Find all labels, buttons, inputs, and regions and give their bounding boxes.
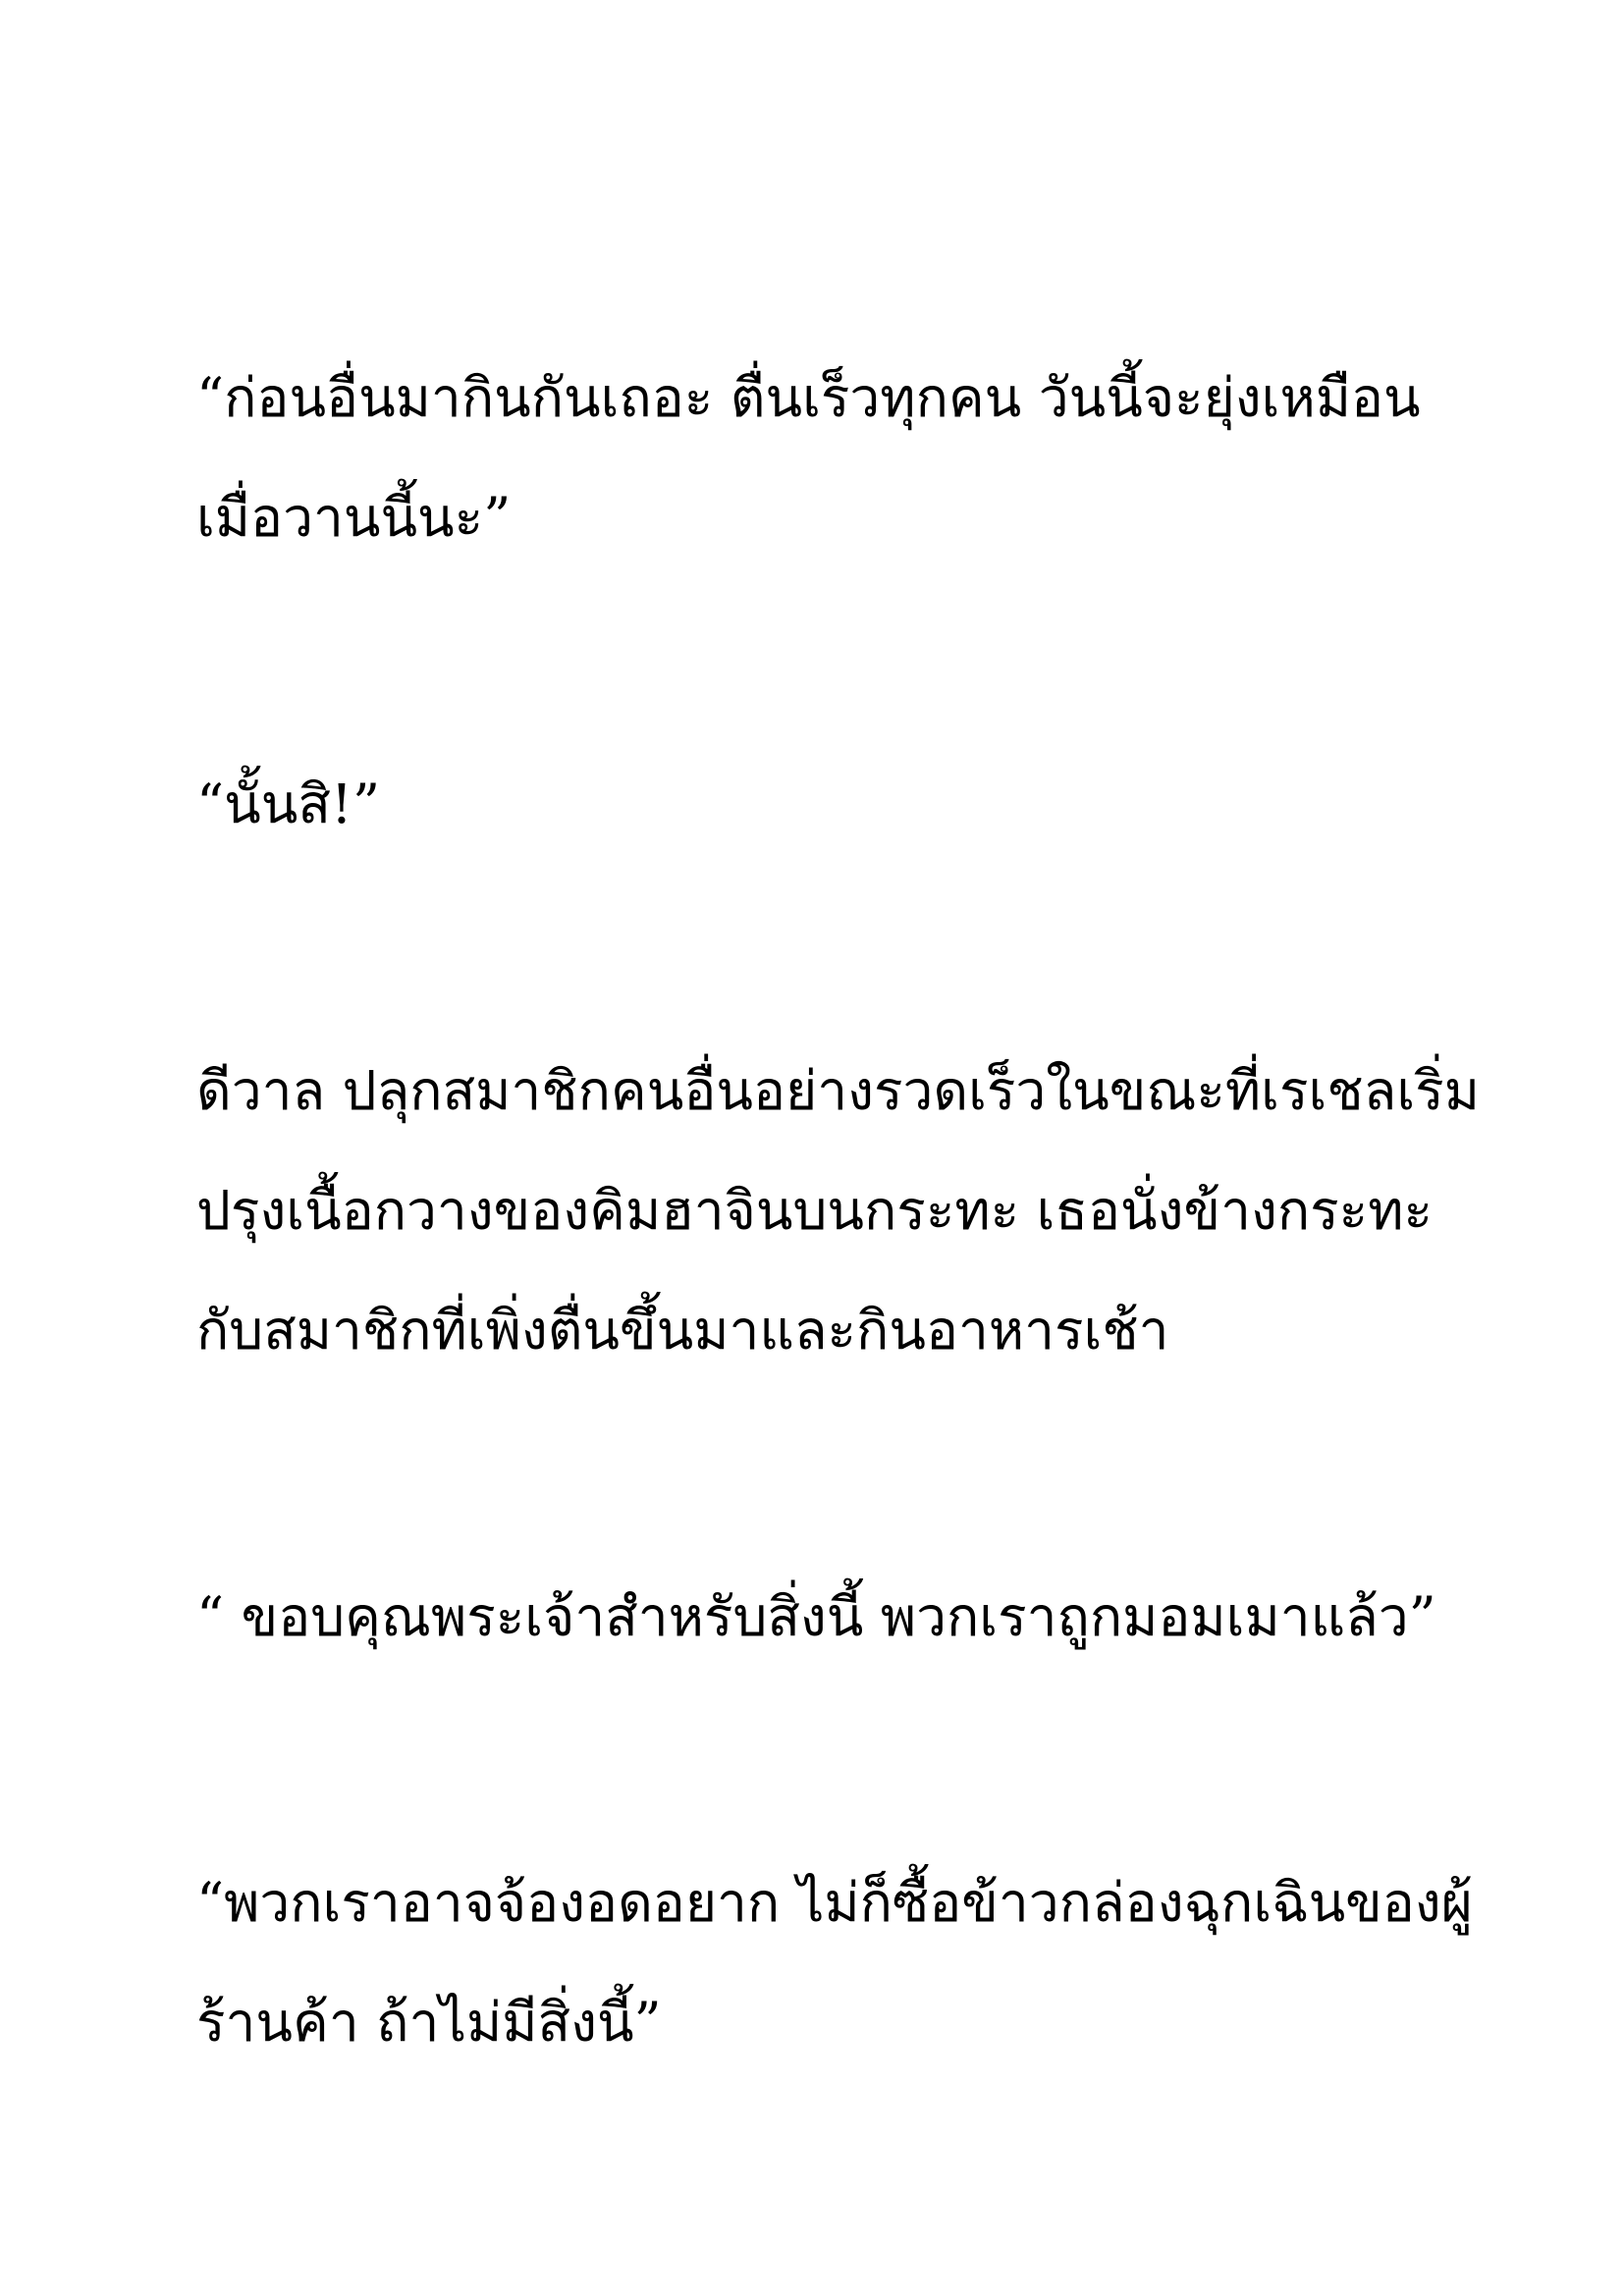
text-line: “ ขอบคุณพระเจ้าสำหรับสิ่งนี้ พวกเราถูกมอมเมาแล้ว”: [196, 1585, 1436, 1648]
text-line: “ก่อนอื่นมากินกันเถอะ ตื่นเร็วทุกคน วันนี้จะยุ่งเหมือน: [196, 366, 1421, 429]
text-line: ดีวาล ปลุกสมาชิกคนอื่นอย่างรวดเร็วในขณะที่เรเชลเริ่ม: [196, 1059, 1480, 1122]
text-line: เมื่อวานนี้นะ”: [196, 486, 512, 549]
text-line: “นั้นสิ!”: [196, 773, 381, 835]
text-line: กับสมาชิกที่เพิ่งตื่นขึ้นมาและกินอาหารเช้า: [196, 1299, 1169, 1362]
text-line: ร้านค้า ถ้าไม่มีสิ่งนี้”: [196, 1991, 662, 2054]
text-line: ปรุงเนื้อกวางของคิมฮาจินบนกระทะ เธอนั่งข้างกระทะ: [196, 1179, 1434, 1242]
text-line: “พวกเราอาจจ้องอดอยาก ไม่ก็ซื้อข้าวกล่องฉุกเฉินของผู้: [196, 1871, 1473, 1934]
